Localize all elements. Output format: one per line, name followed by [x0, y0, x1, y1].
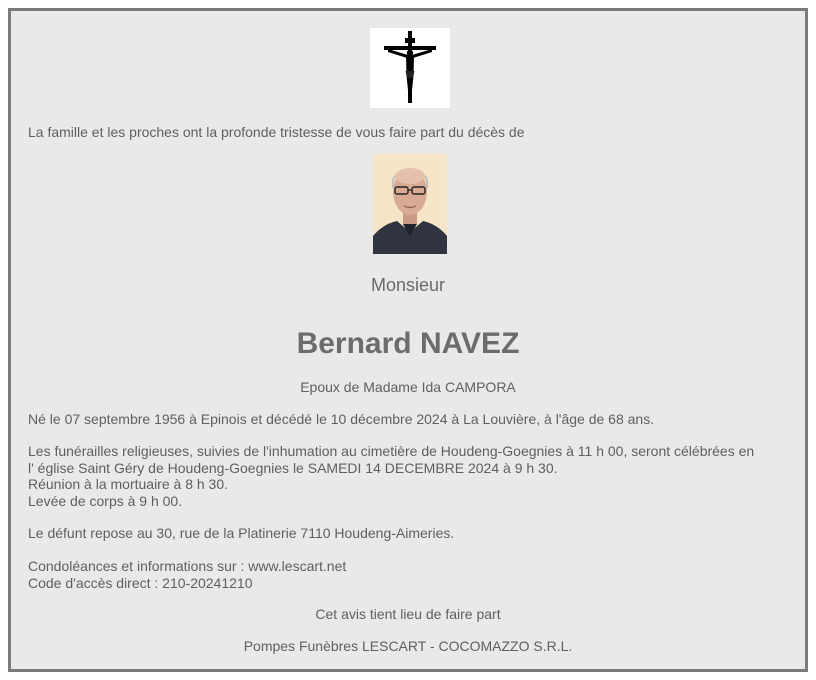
- funeral-home-text: Pompes Funèbres LESCART - COCOMAZZO S.R.L.: [243, 638, 573, 654]
- funeral-line: l' église Saint Géry de Houdeng-Goegnies le SAMEDI 14 DECEMBRE 2024 à 9 h 30.: [28, 459, 558, 476]
- access-code-line: Code d'accès direct : 210-20241210: [28, 574, 253, 591]
- rest-location-text: Le défunt repose au 30, rue de la Platinerie 7110 Houdeng-Aimeries.: [28, 525, 455, 541]
- crucifix-icon: [370, 28, 450, 108]
- portrait-photo: [373, 154, 447, 254]
- funeral-line: Les funérailles religieuses, suivies de l'inhumation au cimetière de Houdeng-Goegnies à 11 h 00, seront célébrées en: [28, 443, 755, 459]
- condolences-line: Condoléances et informations sur : www.lescart.net: [28, 558, 347, 574]
- condolences-info: [28, 558, 793, 591]
- obituary-card: [8, 8, 808, 672]
- spouse-text: Epoux de Madame Ida CAMPORA: [300, 379, 516, 395]
- deceased-name: Bernard NAVEZ: [296, 327, 520, 360]
- funeral-line: Levée de corps à 9 h 00.: [28, 492, 183, 509]
- notice-text: Cet avis tient lieu de faire part: [315, 606, 501, 622]
- funeral-line: Réunion à la mortuaire à 8 h 30.: [28, 476, 229, 492]
- honorific: Monsieur: [370, 275, 446, 295]
- funeral-details: [28, 443, 793, 509]
- intro-text: La famille et les proches ont la profonde tristesse de vous faire part du décès de: [28, 124, 525, 140]
- birth-death-text: Né le 07 septembre 1956 à Epinois et décédé le 10 décembre 2024 à La Louvière, à l'âge de 68 ans.: [28, 411, 655, 427]
